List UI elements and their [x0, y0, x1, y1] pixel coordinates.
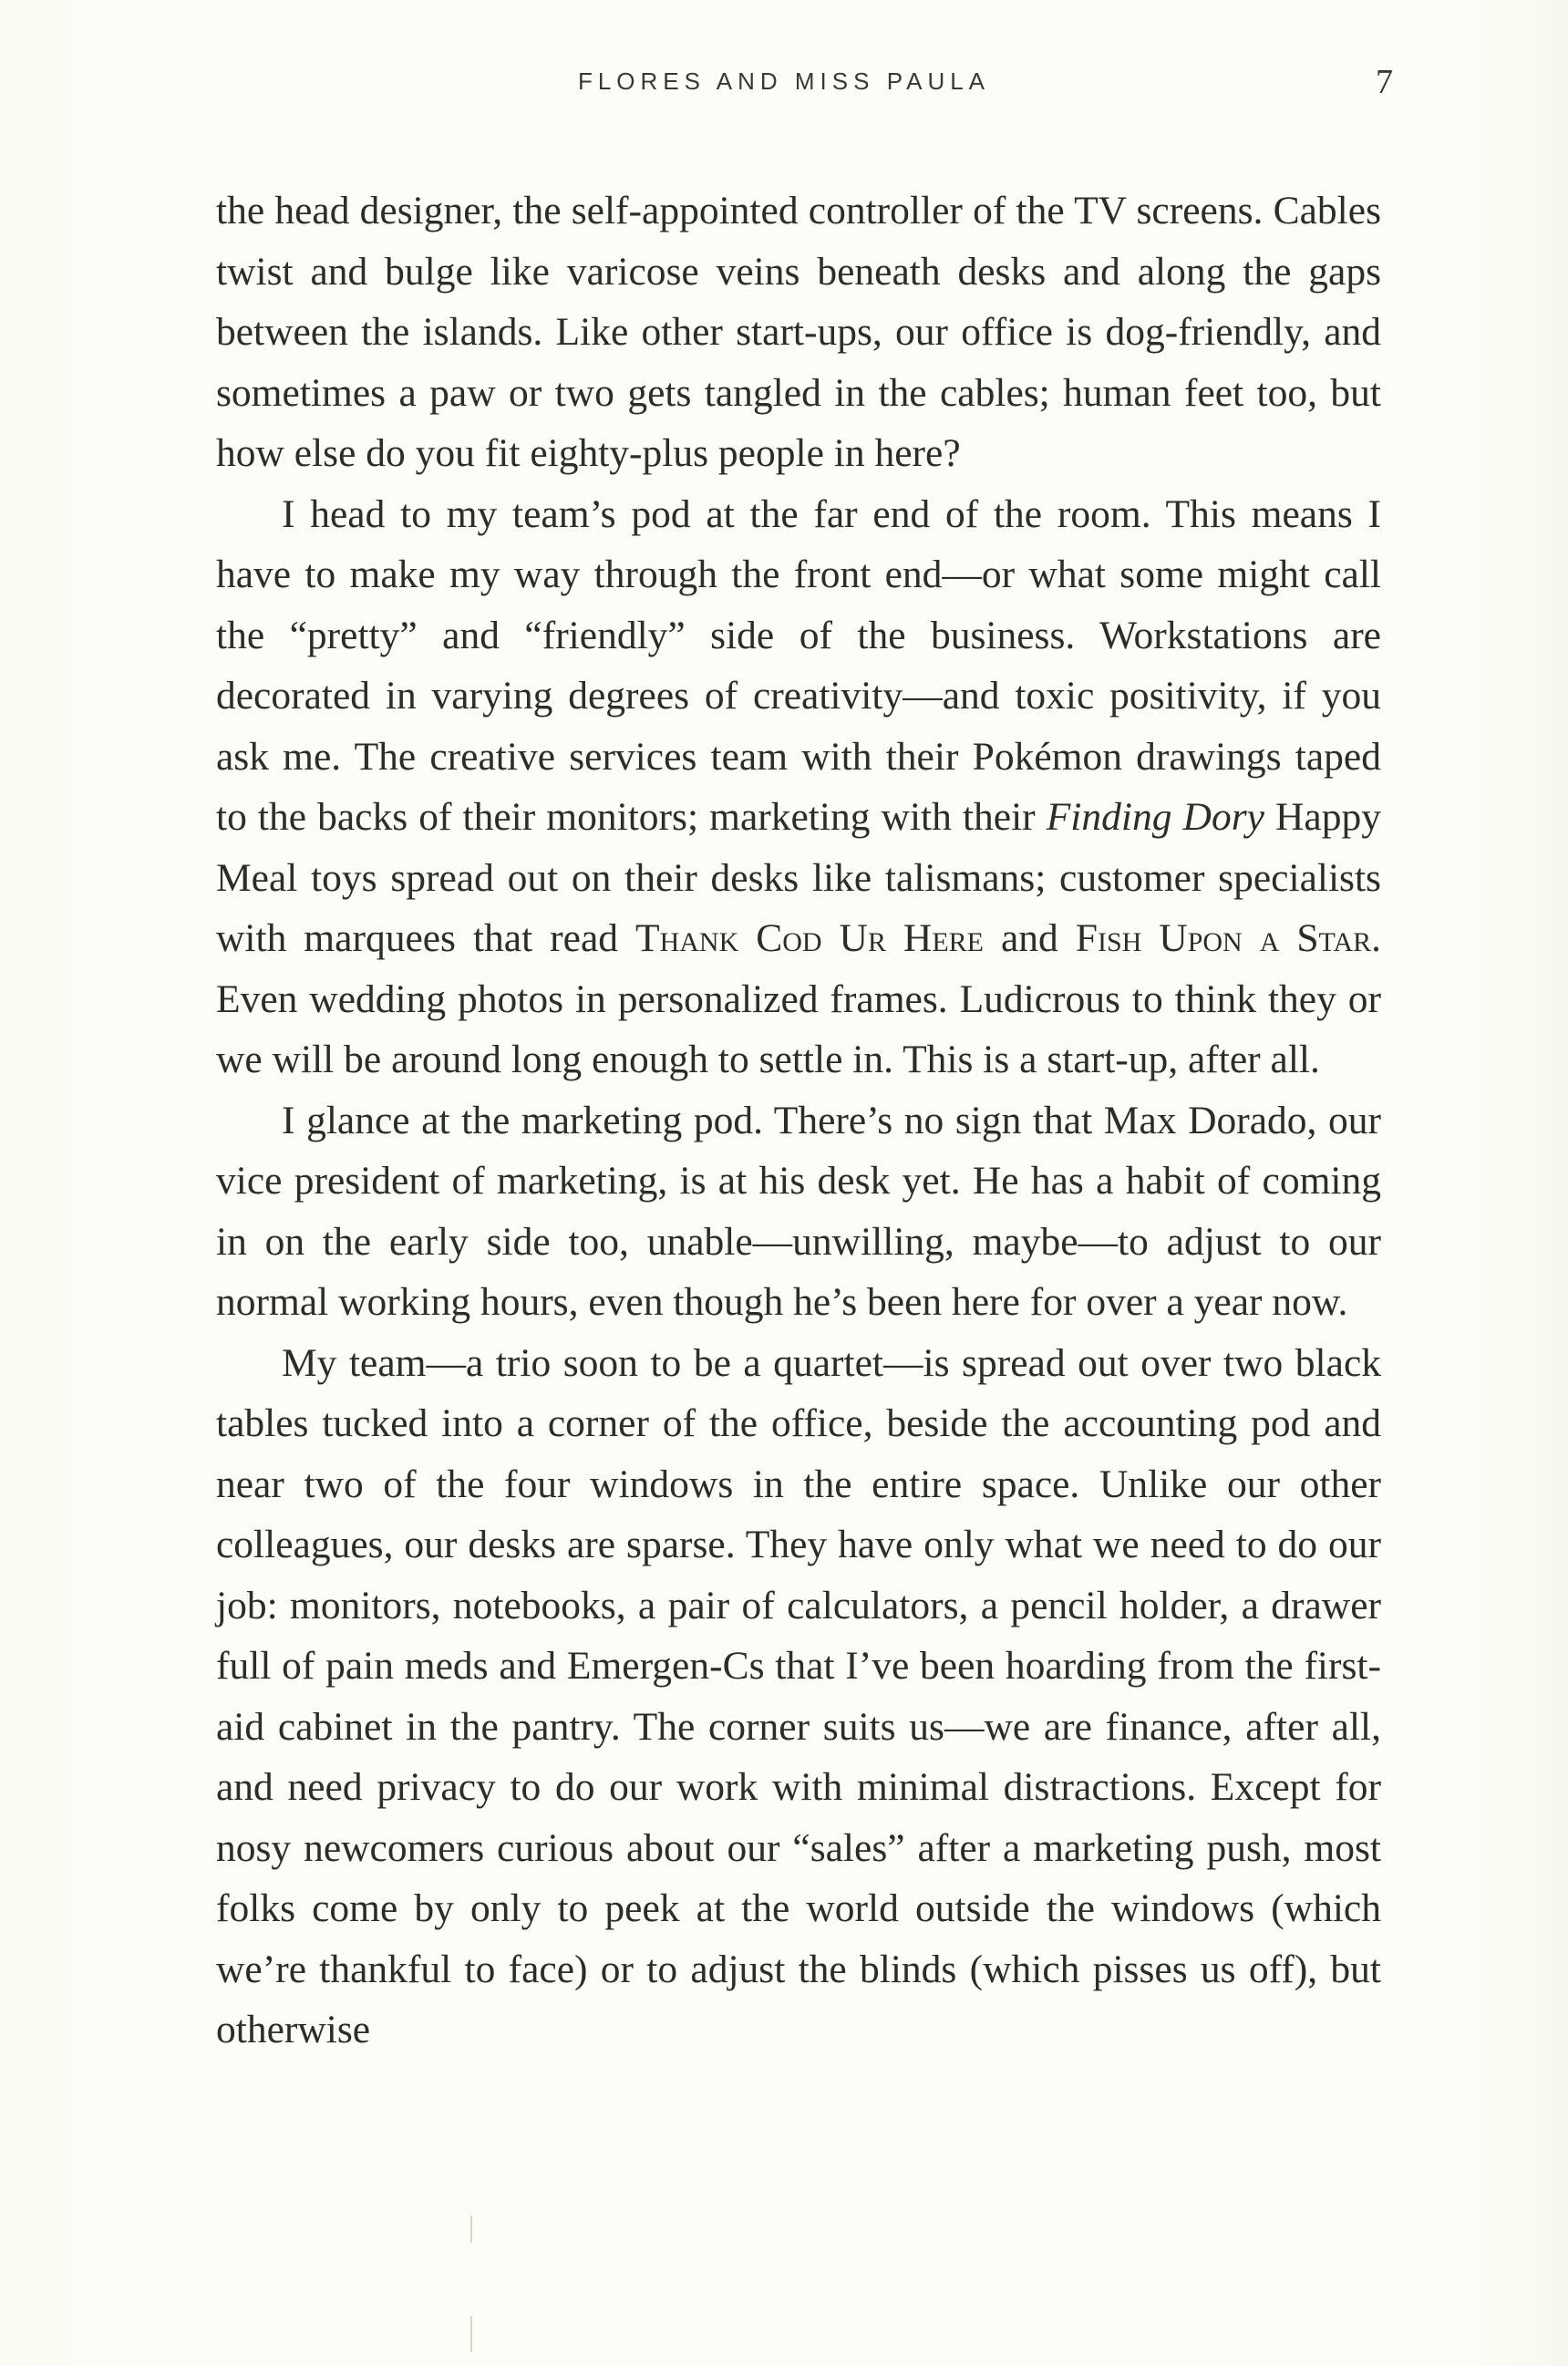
- body-text: [216, 181, 1381, 2061]
- running-title: FLORES AND MISS PAULA: [577, 67, 991, 95]
- paragraph-4: My team—a trio soon to be a quartet—is spread out over two black tables tucked into a corner of the office, beside the accounting pod and near two of the four windows in the entire space. Unlike our other colleagues, our desks are sparse. They have only what we need to do our job: monitors, notebooks, a pair of calculators, a pencil holder, a drawer full of pain meds and Emergen-Cs that I’ve been hoarding from the first-aid cabinet in the pantry. The corner suits us—we are finance, after all, and need privacy to do our work with minimal distractions. Except for nosy newcomers curious about our “sales” after a marketing push, most folks come by only to peek at the world outside the windows (which we’re thankful to face) or to adjust the blinds (which pisses us off), but otherwise: [216, 1340, 1381, 2051]
- movie-title: Finding Dory: [1046, 795, 1264, 839]
- paragraph-1: the head designer, the self-appointed controller of the TV screens. Cables twist and bulge like varicose veins beneath desks and along the gaps between the islands. Like other start-ups, our office is dog-friendly, and sometimes a paw or two gets tangled in the cables; human feet too, but how else do you fit eighty-plus people in here?: [216, 189, 1381, 475]
- paragraph-2: [216, 484, 1381, 1090]
- marquee-sign-1: Thank Cod Ur Here: [635, 916, 985, 960]
- scan-artifact: [470, 2216, 472, 2243]
- page-number: 7: [1376, 63, 1393, 101]
- paragraph-2-text-b: Happy Meal toys spread out on their desks like talismans; customer specialists with marquees that read: [216, 795, 1381, 960]
- scan-artifact: [470, 2316, 472, 2352]
- paragraph-2-text-c: and: [984, 916, 1076, 960]
- paragraph-3: I glance at the marketing pod. There’s no sign that Max Dorado, our vice president of marketing, is at his desk yet. He has a habit of coming in on the early side too, unable—unwilling, maybe—to adjust to our normal working hours, even though he’s been here for over a year now.: [216, 1098, 1381, 1324]
- paragraph-2-text-a: I head to my team’s pod at the far end of the room. This means I have to make my way through the front end—or what some might call the “pretty” and “friendly” side of the business. Workstations are decorated in varying degrees of creativity—and toxic positivity, if you ask me. The creative services team with their Pokémon drawings taped to the backs of their monitors; marketing with their: [216, 491, 1381, 839]
- marquee-sign-2: Fish Upon a Star: [1075, 916, 1372, 960]
- running-head: [0, 63, 1568, 102]
- paragraph-2-text-d: . Even wedding photos in personalized frames. Ludicrous to think they or we will be around long enough to settle in. This is a start-up, after all.: [216, 916, 1382, 1081]
